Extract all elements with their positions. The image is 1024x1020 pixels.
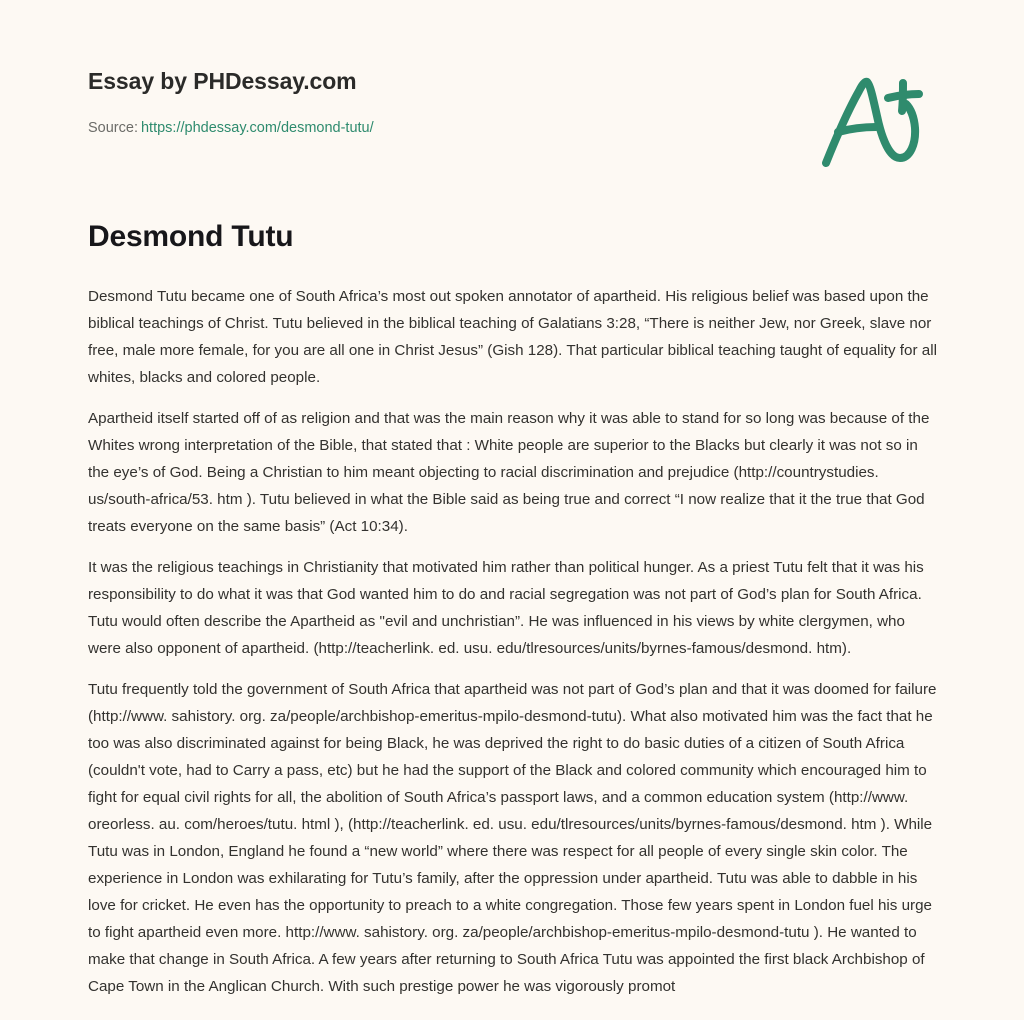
source-link[interactable]: https://phdessay.com/desmond-tutu/ <box>140 119 374 136</box>
source-row <box>88 119 788 138</box>
essay-paragraph: Desmond Tutu became one of South Africa’s most out spoken annotator of apartheid. His religious belief was based upon the biblical teachings of Christ. Tutu believed in the biblical teaching of Galatians 3:28, “There is neither Jew, nor Greek, slave nor free, male more female, for you are all one in Christ Jesus” (Gish 128). That particular biblical teaching taught of equality for all whites, blacks and colored people. <box>88 288 937 386</box>
source-label: Source: <box>88 119 138 136</box>
essay-body <box>88 283 938 1000</box>
essay-paragraph: Apartheid itself started off of as religion and that was the main reason why it was able to stand for so long was because of the Whites wrong interpretation of the Bible, that stated that : White people are superior to the Blacks but clearly it was not so in the eye’s of God. Being a Christian to him meant objecting to racial discrimination and prejudice (http://countrystudies. us/south-africa/53. htm ). Tutu believed in what the Bible said as being true and correct “I now realize that it the true that God treats everyone on the same basis” (Act 10:34). <box>88 410 930 535</box>
essay-paragraph: It was the religious teachings in Christianity that motivated him rather than political hunger. As a priest Tutu felt that it was his responsibility to do what it was that God wanted him to do and racial segregation was not part of God’s plan for South Africa. Tutu would often describe the Apartheid as "evil and unchristian”. He was influenced in his views by white clergymen, who were also opponent of apartheid. (http://teacherlink. ed. usu. edu/tlresources/units/byrnes-famous/desmond. htm). <box>88 559 924 657</box>
page-title: Desmond Tutu <box>88 220 294 253</box>
brand-title: Essay by PHDessay.com <box>88 68 357 94</box>
essay-paragraph: Tutu frequently told the government of South Africa that apartheid was not part of God’s plan and that it was doomed for failure (http://www. sahistory. org. za/people/archbishop-emeritus-mpilo-desmond-tutu). What also motivated him was the fact that he too was also discriminated against for being Black, he was deprived the right to do basic duties of a citizen of South Africa (couldn't vote, had to Carry a pass, etc) but he had the support of the Black and colored community which encouraged him to fight for equal civil rights for all, the abolition of South Africa’s passport laws, and a common education system (http://www. oreorless. au. com/heroes/tutu. html ), (http://teacherlink. ed. usu. edu/tlresources/units/byrnes-famous/desmond. htm ). While Tutu was in London, England he found a “new world” where there was respect for all people of every single skin color. The experience in London was exhilarating for Tutu’s family, after the oppression under apartheid. Tutu was able to dabble in his love for cricket. He even has the opportunity to preach to a white congregation. Those few years spent in London fuel his urge to fight apartheid even more. http://www. sahistory. org. za/people/archbishop-emeritus-mpilo-desmond-tutu ). He wanted to make that change in South Africa. A few years after returning to South Africa Tutu was appointed the first black Archbishop of Cape Town in the Anglican Church. With such prestige power he was vigorously promot <box>88 681 937 995</box>
a-plus-logo-icon <box>816 70 931 170</box>
page-header <box>88 68 788 137</box>
